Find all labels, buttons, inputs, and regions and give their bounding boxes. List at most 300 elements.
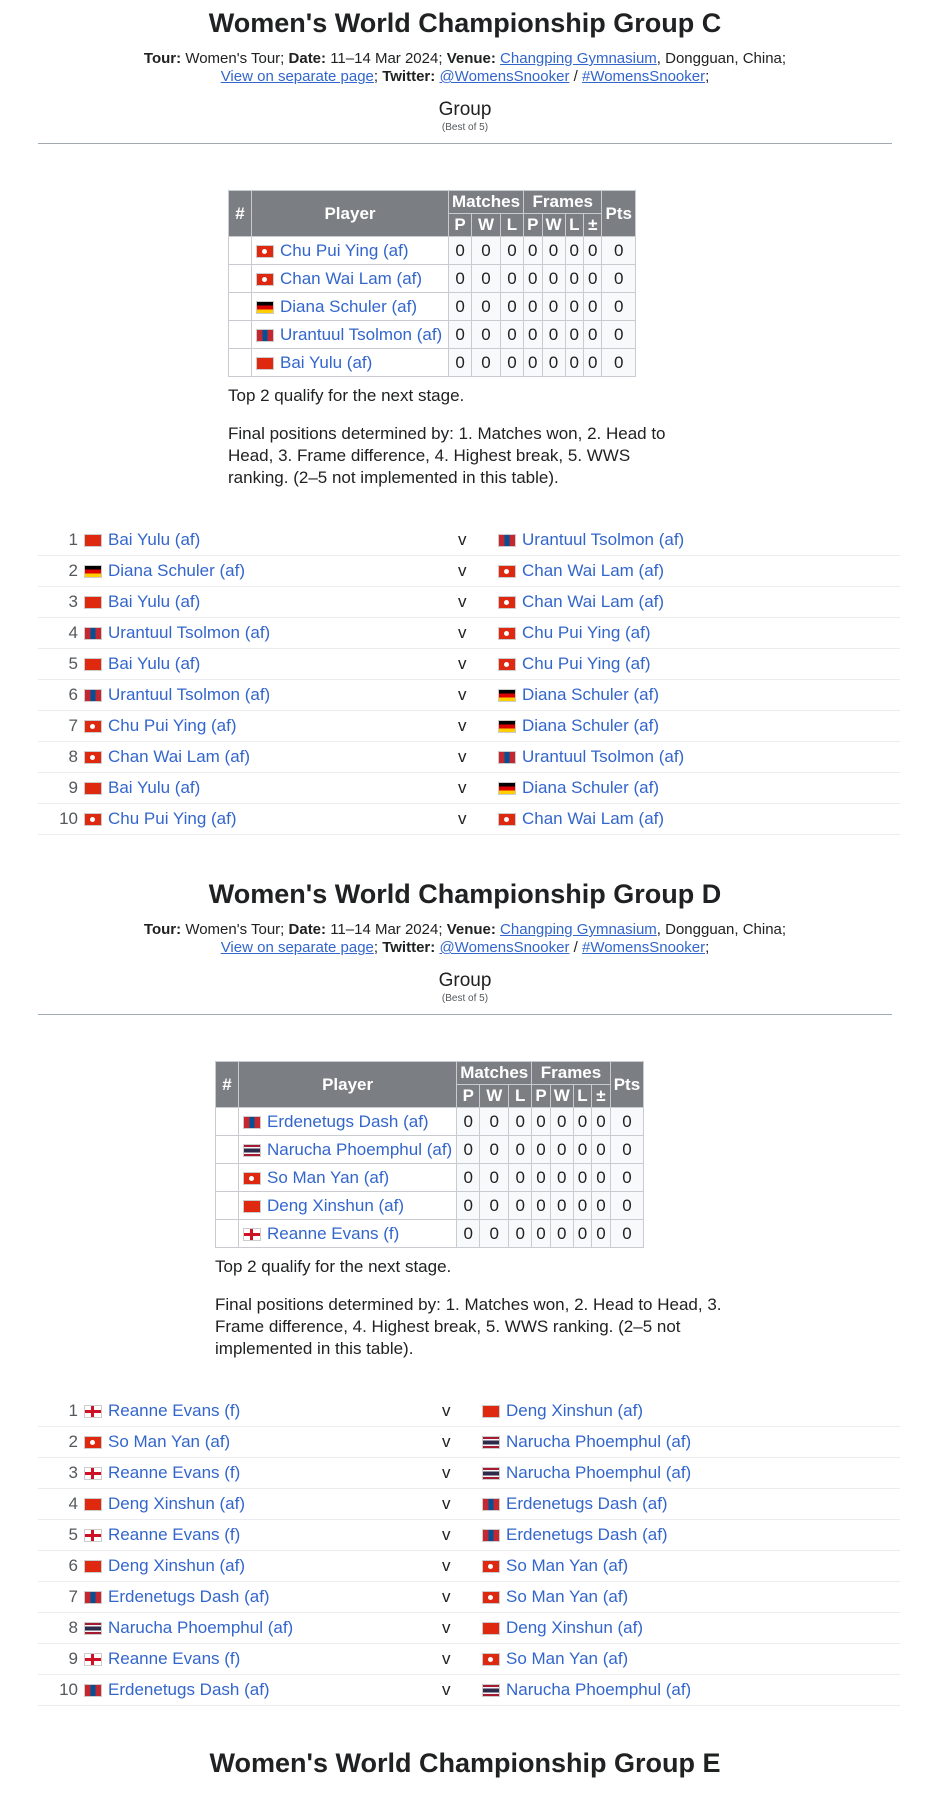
header-frames: Frames [532, 1062, 610, 1085]
stat-diff: 0 [584, 349, 602, 377]
header-fl: L [565, 214, 583, 237]
stat-diff: 0 [592, 1136, 610, 1164]
standings-row [216, 1108, 644, 1136]
stat-fp: 0 [532, 1220, 550, 1248]
match-number: 4 [68, 623, 78, 642]
player-one-name-link[interactable]: Chu Pui Ying (af) [108, 809, 237, 828]
stat-fp: 0 [524, 321, 542, 349]
standings-row [216, 1164, 644, 1192]
player-one-name-link[interactable]: Bai Yulu (af) [108, 778, 201, 797]
player-one-name-link[interactable]: Bai Yulu (af) [108, 592, 201, 611]
stat-w: 0 [480, 1192, 509, 1220]
player-two-name-link[interactable]: Narucha Phoemphul (af) [506, 1680, 692, 1699]
player-two-name-link[interactable]: Erdenetugs Dash (af) [506, 1525, 668, 1544]
venue-label: Venue: [446, 50, 496, 67]
flag-hk-icon [84, 813, 102, 826]
venue-rest: , Dongguan, China; [656, 921, 787, 938]
stat-pts: 0 [602, 265, 635, 293]
versus-label: v [458, 716, 467, 735]
versus-label: v [458, 809, 467, 828]
stat-w: 0 [480, 1136, 509, 1164]
stat-diff: 0 [584, 293, 602, 321]
versus-label: v [458, 561, 467, 580]
rank-cell [229, 237, 252, 265]
player-two-name-link[interactable]: Urantuul Tsolmon (af) [522, 747, 685, 766]
flag-cn-icon [243, 1200, 261, 1213]
header-fp: P [524, 214, 542, 237]
player-name-link[interactable]: Urantuul Tsolmon (af) [280, 324, 443, 344]
stat-fp: 0 [524, 349, 542, 377]
match-row [38, 1644, 900, 1675]
rank-cell [216, 1164, 239, 1192]
player-name-link[interactable]: So Man Yan (af) [267, 1167, 390, 1187]
stat-l: 0 [509, 1108, 532, 1136]
player-cell [252, 265, 449, 293]
flag-de-icon [256, 301, 274, 314]
flag-th-icon [243, 1144, 261, 1157]
versus-label: v [458, 654, 467, 673]
stat-fl: 0 [573, 1164, 591, 1192]
match-row [38, 711, 900, 742]
match-row [38, 1520, 900, 1551]
player-two-name-link[interactable]: Erdenetugs Dash (af) [506, 1494, 668, 1513]
tour-label: Tour: [143, 921, 182, 938]
flag-de-icon [498, 720, 516, 733]
header-player: Player [239, 1062, 457, 1108]
header-w: W [472, 214, 501, 237]
event-meta: Tour: Women's Tour; Date: 11–14 Mar 2024; Venue: Changping Gymnasium, Dongguan, China; View on separate page; Twitter: @WomensSnooker / #WomensSnooker; [143, 50, 787, 85]
header-l: L [509, 1085, 532, 1108]
flag-en-icon [84, 1653, 102, 1666]
stat-fp: 0 [524, 265, 542, 293]
versus-label: v [458, 685, 467, 704]
rank-cell [229, 293, 252, 321]
stat-fl: 0 [565, 265, 583, 293]
player-one [84, 1396, 240, 1426]
divider [38, 1014, 892, 1015]
flag-hk-icon [498, 596, 516, 609]
stat-p: 0 [457, 1220, 480, 1248]
event-meta: Tour: Women's Tour; Date: 11–14 Mar 2024; Venue: Changping Gymnasium, Dongguan, China; View on separate page; Twitter: @WomensSnooker / #WomensSnooker; [143, 921, 787, 956]
twitter-end: ; [705, 939, 710, 956]
twitter-handle-link[interactable]: @WomensSnooker [439, 939, 570, 956]
rank-cell [216, 1220, 239, 1248]
stat-fl: 0 [565, 293, 583, 321]
flag-en-icon [84, 1467, 102, 1480]
match-row [38, 1427, 900, 1458]
player-two-name-link[interactable]: So Man Yan (af) [506, 1649, 629, 1668]
standings-row [216, 1192, 644, 1220]
flag-mn-icon [498, 751, 516, 764]
stat-diff: 0 [584, 265, 602, 293]
player-name-link[interactable]: Deng Xinshun (af) [267, 1195, 405, 1215]
stat-w: 0 [472, 349, 501, 377]
match-number: 2 [68, 561, 78, 580]
player-two-name-link[interactable]: Diana Schuler (af) [522, 778, 660, 797]
header-diff: ± [584, 214, 602, 237]
match-row [38, 1396, 900, 1427]
player-one-name-link[interactable]: Reanne Evans (f) [108, 1525, 241, 1544]
player-one-name-link[interactable]: Bai Yulu (af) [108, 654, 201, 673]
twitter-label: Twitter: [382, 68, 436, 85]
separate-page-link[interactable]: View on separate page [220, 68, 374, 85]
player-name-link[interactable]: Diana Schuler (af) [280, 296, 418, 316]
twitter-tag-link[interactable]: #WomensSnooker [581, 68, 706, 85]
qualify-note: Top 2 qualify for the next stage. [228, 386, 465, 405]
group-d-standings [215, 1061, 725, 1376]
flag-en-icon [243, 1228, 261, 1241]
versus-label: v [442, 1494, 451, 1513]
header-fp: P [532, 1085, 550, 1108]
player-one-name-link[interactable]: Diana Schuler (af) [108, 561, 246, 580]
match-row [38, 1551, 900, 1582]
player-two [498, 773, 659, 803]
player-two-name-link[interactable]: So Man Yan (af) [506, 1556, 629, 1575]
match-number: 3 [68, 592, 78, 611]
stat-w: 0 [480, 1220, 509, 1248]
header-player: Player [252, 191, 449, 237]
stat-pts: 0 [610, 1220, 643, 1248]
best-of-label: (Best of 5) [441, 993, 489, 1004]
player-one-name-link[interactable]: Urantuul Tsolmon (af) [108, 685, 271, 704]
player-two-name-link[interactable]: Chan Wai Lam (af) [522, 561, 665, 580]
flag-hk-icon [84, 1436, 102, 1449]
match-number: 10 [59, 809, 78, 828]
flag-mn-icon [84, 1591, 102, 1604]
divider [38, 143, 892, 144]
player-one-name-link[interactable]: Reanne Evans (f) [108, 1463, 241, 1482]
flag-th-icon [84, 1622, 102, 1635]
twitter-handle-link[interactable]: @WomensSnooker [439, 68, 570, 85]
stat-p: 0 [449, 265, 472, 293]
player-two-name-link[interactable]: Chu Pui Ying (af) [522, 623, 651, 642]
twitter-sep: / [569, 68, 582, 85]
venue-link[interactable]: Changping Gymnasium [500, 921, 657, 938]
player-one-name-link[interactable]: Urantuul Tsolmon (af) [108, 623, 271, 642]
flag-hk-icon [482, 1591, 500, 1604]
group-c-standings [228, 190, 668, 505]
group-d-section [0, 877, 930, 1015]
match-row [38, 556, 900, 587]
player-two-name-link[interactable]: Narucha Phoemphul (af) [506, 1463, 692, 1482]
versus-label: v [458, 747, 467, 766]
flag-hk-icon [498, 627, 516, 640]
stat-p: 0 [457, 1164, 480, 1192]
player-one [84, 1675, 270, 1705]
stat-fl: 0 [565, 321, 583, 349]
player-two [482, 1582, 628, 1612]
versus-label: v [458, 530, 467, 549]
twitter-sep: / [569, 939, 582, 956]
flag-mn-icon [256, 329, 274, 342]
standings-row [216, 1220, 644, 1248]
player-two [482, 1675, 691, 1705]
twitter-end: ; [705, 68, 710, 85]
tiebreak-note: Final positions determined by: 1. Matches won, 2. Head to Head, 3. Frame difference, 4. Highest break, 5. WWS ranking. (2–5 not implemented in this table). [215, 1295, 722, 1358]
stat-l: 0 [500, 321, 523, 349]
player-one-name-link[interactable]: Narucha Phoemphul (af) [108, 1618, 294, 1637]
flag-hk-icon [482, 1560, 500, 1573]
match-number: 7 [68, 716, 78, 735]
stat-l: 0 [500, 237, 523, 265]
flag-mn-icon [243, 1116, 261, 1129]
player-one [84, 1644, 240, 1674]
player-one [84, 1520, 240, 1550]
player-one [84, 742, 250, 772]
stat-fw: 0 [542, 349, 565, 377]
player-one [84, 1427, 230, 1457]
flag-hk-icon [482, 1653, 500, 1666]
stat-fl: 0 [565, 349, 583, 377]
player-cell [252, 321, 449, 349]
player-two [482, 1520, 668, 1550]
versus-label: v [458, 592, 467, 611]
match-number: 10 [59, 1680, 78, 1699]
header-frames: Frames [524, 191, 602, 214]
stat-l: 0 [500, 265, 523, 293]
stat-l: 0 [509, 1136, 532, 1164]
match-number: 3 [68, 1463, 78, 1482]
match-row [38, 773, 900, 804]
twitter-tag-link[interactable]: #WomensSnooker [581, 939, 706, 956]
match-number: 8 [68, 747, 78, 766]
player-one-name-link[interactable]: Deng Xinshun (af) [108, 1556, 246, 1575]
rank-cell [216, 1192, 239, 1220]
match-number: 5 [68, 654, 78, 673]
match-row [38, 742, 900, 773]
player-two-name-link[interactable]: Diana Schuler (af) [522, 716, 660, 735]
player-one [84, 804, 237, 834]
player-two-name-link[interactable]: Deng Xinshun (af) [506, 1401, 644, 1420]
player-two [498, 587, 664, 617]
versus-label: v [442, 1680, 451, 1699]
rank-cell [229, 349, 252, 377]
player-cell [239, 1136, 457, 1164]
player-two [482, 1644, 628, 1674]
player-two [482, 1551, 628, 1581]
standings-row [229, 321, 636, 349]
flag-cn-icon [84, 596, 102, 609]
stat-p: 0 [457, 1192, 480, 1220]
flag-hk-icon [256, 273, 274, 286]
flag-th-icon [482, 1436, 500, 1449]
player-cell [252, 349, 449, 377]
flag-de-icon [498, 689, 516, 702]
stat-fw: 0 [550, 1192, 573, 1220]
player-one [84, 649, 200, 679]
header-matches: Matches [449, 191, 524, 214]
player-one-name-link[interactable]: Erdenetugs Dash (af) [108, 1587, 270, 1606]
match-number: 1 [68, 1401, 78, 1420]
player-name-link[interactable]: Chu Pui Ying (af) [280, 240, 409, 260]
flag-cn-icon [84, 782, 102, 795]
match-row [38, 804, 900, 835]
header-pts: Pts [602, 191, 635, 237]
stat-l: 0 [509, 1220, 532, 1248]
player-one-name-link[interactable]: Deng Xinshun (af) [108, 1494, 246, 1513]
stat-pts: 0 [610, 1108, 643, 1136]
stat-w: 0 [480, 1108, 509, 1136]
versus-label: v [442, 1432, 451, 1451]
player-one-name-link[interactable]: So Man Yan (af) [108, 1432, 231, 1451]
header-w: W [480, 1085, 509, 1108]
player-two-name-link[interactable]: Chu Pui Ying (af) [522, 654, 651, 673]
header-fw: W [542, 214, 565, 237]
player-one-name-link[interactable]: Chan Wai Lam (af) [108, 747, 251, 766]
player-one [84, 618, 270, 648]
stat-pts: 0 [602, 293, 635, 321]
player-two [498, 618, 651, 648]
match-row [38, 1675, 900, 1706]
player-one-name-link[interactable]: Reanne Evans (f) [108, 1401, 241, 1420]
flag-hk-icon [256, 245, 274, 258]
match-number: 8 [68, 1618, 78, 1637]
stat-p: 0 [457, 1136, 480, 1164]
player-two-name-link[interactable]: Deng Xinshun (af) [506, 1618, 644, 1637]
stat-fw: 0 [542, 321, 565, 349]
stat-w: 0 [480, 1164, 509, 1192]
header-matches: Matches [457, 1062, 532, 1085]
stat-diff: 0 [592, 1108, 610, 1136]
match-row [38, 587, 900, 618]
standings-table [215, 1061, 644, 1248]
group-c-matches [38, 525, 900, 835]
rank-cell [216, 1108, 239, 1136]
header-rank: # [229, 191, 252, 237]
stat-p: 0 [449, 293, 472, 321]
flag-en-icon [84, 1529, 102, 1542]
group-title: Women's World Championship Group C [208, 8, 722, 38]
match-row [38, 525, 900, 556]
flag-cn-icon [84, 658, 102, 671]
player-two-name-link[interactable]: Diana Schuler (af) [522, 685, 660, 704]
stat-fp: 0 [532, 1136, 550, 1164]
match-number: 5 [68, 1525, 78, 1544]
stat-pts: 0 [602, 349, 635, 377]
player-one [84, 525, 200, 555]
player-cell [252, 293, 449, 321]
player-name-link[interactable]: Erdenetugs Dash (af) [267, 1111, 429, 1131]
player-one-name-link[interactable]: Bai Yulu (af) [108, 530, 201, 549]
flag-cn-icon [482, 1622, 500, 1635]
player-name-link[interactable]: Narucha Phoemphul (af) [267, 1139, 453, 1159]
twitter-label: Twitter: [382, 939, 436, 956]
stat-fw: 0 [542, 293, 565, 321]
player-two-name-link[interactable]: Chan Wai Lam (af) [522, 809, 665, 828]
player-one [84, 680, 270, 710]
stat-fp: 0 [524, 293, 542, 321]
stat-diff: 0 [584, 237, 602, 265]
stat-pts: 0 [602, 321, 635, 349]
standings-table [228, 190, 636, 377]
group-d-matches [38, 1396, 900, 1706]
player-cell [239, 1108, 457, 1136]
flag-cn-icon [256, 357, 274, 370]
match-row [38, 1613, 900, 1644]
player-name-link[interactable]: Reanne Evans (f) [267, 1223, 400, 1243]
player-one [84, 1489, 245, 1519]
stat-diff: 0 [584, 321, 602, 349]
stat-fw: 0 [550, 1136, 573, 1164]
stat-fl: 0 [573, 1220, 591, 1248]
stat-fl: 0 [565, 237, 583, 265]
flag-th-icon [482, 1467, 500, 1480]
flag-hk-icon [498, 658, 516, 671]
header-p: P [449, 214, 472, 237]
match-number: 7 [68, 1587, 78, 1606]
match-row [38, 1582, 900, 1613]
stat-fp: 0 [532, 1164, 550, 1192]
stat-pts: 0 [610, 1136, 643, 1164]
flag-mn-icon [482, 1498, 500, 1511]
flag-hk-icon [84, 720, 102, 733]
player-two-name-link[interactable]: Narucha Phoemphul (af) [506, 1432, 692, 1451]
player-two [498, 680, 659, 710]
versus-label: v [442, 1525, 451, 1544]
stat-fl: 0 [573, 1136, 591, 1164]
player-name-link[interactable]: Bai Yulu (af) [280, 352, 373, 372]
separate-page-link[interactable]: View on separate page [220, 939, 374, 956]
player-two [482, 1489, 668, 1519]
date-value: 11–14 Mar 2024 [330, 921, 439, 938]
standings-row [229, 237, 636, 265]
versus-label: v [442, 1401, 451, 1420]
flag-mn-icon [84, 627, 102, 640]
header-pts: Pts [610, 1062, 643, 1108]
player-one-name-link[interactable]: Chu Pui Ying (af) [108, 716, 237, 735]
match-number: 2 [68, 1432, 78, 1451]
standings-notes [228, 385, 668, 489]
stat-p: 0 [449, 321, 472, 349]
match-number: 9 [68, 1649, 78, 1668]
stat-l: 0 [509, 1164, 532, 1192]
match-number: 9 [68, 778, 78, 797]
stat-fp: 0 [532, 1108, 550, 1136]
stat-pts: 0 [602, 237, 635, 265]
player-one-name-link[interactable]: Erdenetugs Dash (af) [108, 1680, 270, 1699]
versus-label: v [442, 1618, 451, 1637]
tiebreak-note: Final positions determined by: 1. Matches won, 2. Head to Head, 3. Frame difference, 4. Highest break, 5. WWS ranking. (2–5 not implemented in this table). [228, 424, 666, 487]
stat-l: 0 [509, 1192, 532, 1220]
stat-fw: 0 [550, 1220, 573, 1248]
player-two [498, 556, 664, 586]
stat-fw: 0 [550, 1164, 573, 1192]
header-rank: # [216, 1062, 239, 1108]
flag-th-icon [482, 1684, 500, 1697]
player-two [498, 804, 664, 834]
player-two-name-link[interactable]: So Man Yan (af) [506, 1587, 629, 1606]
match-number: 4 [68, 1494, 78, 1513]
venue-rest: , Dongguan, China; [656, 50, 787, 67]
player-cell [239, 1220, 457, 1248]
header-diff: ± [592, 1085, 610, 1108]
player-two-name-link[interactable]: Urantuul Tsolmon (af) [522, 530, 685, 549]
rank-cell [216, 1136, 239, 1164]
date-label: Date: [288, 921, 327, 938]
venue-label: Venue: [446, 921, 496, 938]
player-one-name-link[interactable]: Reanne Evans (f) [108, 1649, 241, 1668]
group-title: Women's World Championship Group D [208, 879, 722, 909]
match-number: 1 [68, 530, 78, 549]
venue-link[interactable]: Changping Gymnasium [500, 50, 657, 67]
match-row [38, 618, 900, 649]
player-two-name-link[interactable]: Chan Wai Lam (af) [522, 592, 665, 611]
header-fl: L [573, 1085, 591, 1108]
player-cell [239, 1164, 457, 1192]
player-name-link[interactable]: Chan Wai Lam (af) [280, 268, 423, 288]
player-one [84, 1613, 293, 1643]
flag-cn-icon [84, 1498, 102, 1511]
